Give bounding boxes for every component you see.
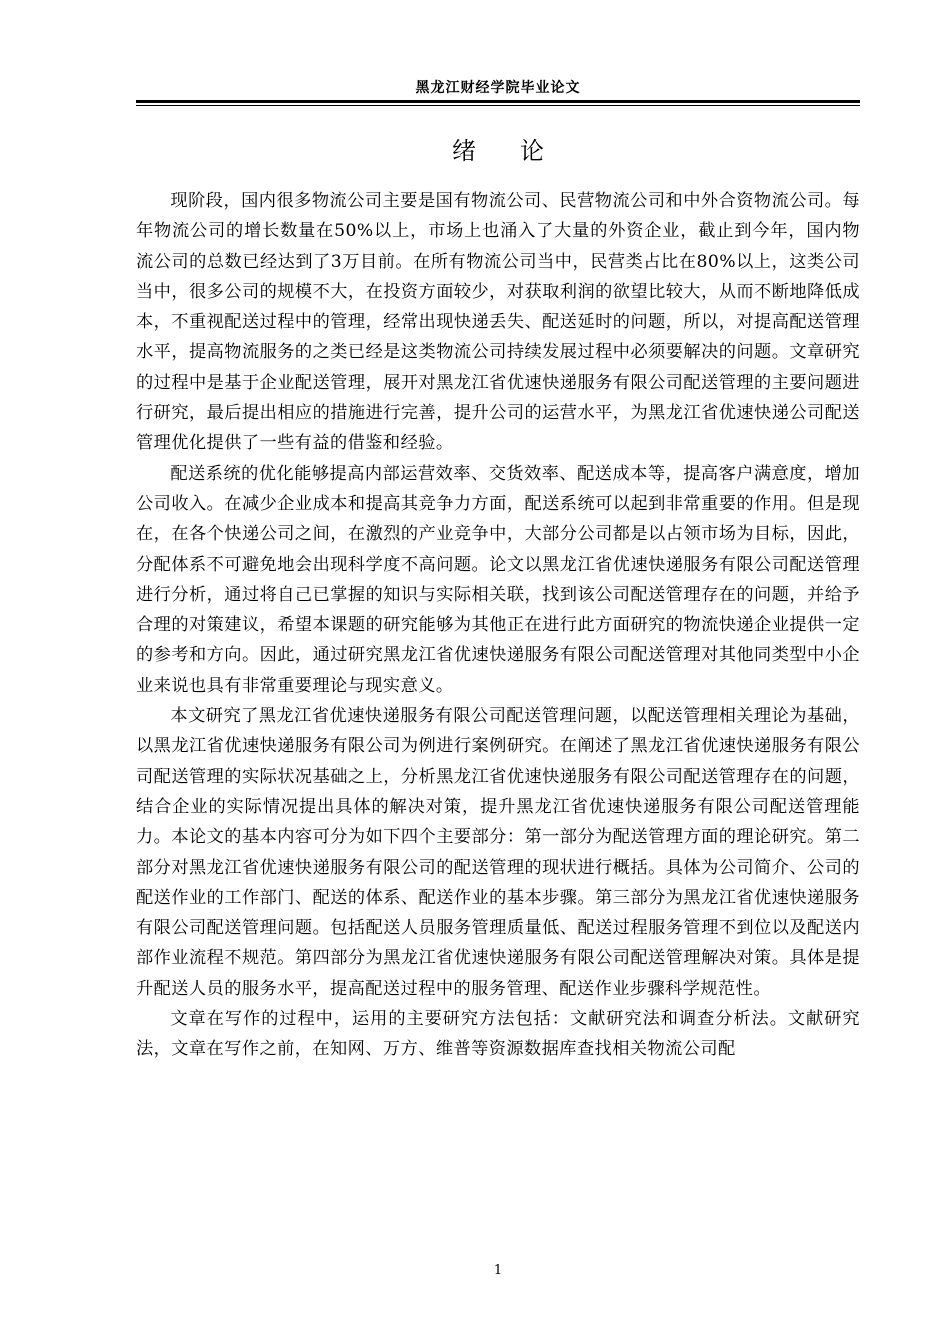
page-number: 1 [493, 1263, 503, 1278]
header-rule-thin [136, 105, 860, 106]
chapter-title [136, 134, 860, 168]
paragraph-4: 文章在写作的过程中，运用的主要研究方法包括：文献研究法和调查分析法。文献研究法，文章在写作之前，在知网、万方、维普等资源数据库查找相关物流公司配 [136, 1009, 860, 1060]
paragraph-2: 配送系统的优化能够提高内部运营效率、交货效率、配送成本等，提高客户满意度，增加公司收入。在减少企业成本和提高其竞争力方面，配送系统可以起到非常重要的作用。但是现在，在各个快递公司之间，在激烈的产业竞争中，大部分公司都是以占领市场为目标，因此，分配体系不可避免地会出现科学度不高问题。论文以黑龙江省优速快递服务有限公司配送管理进行分析，通过将自己已掌握的知识与实际相关联，找到该公司配送管理存在的问题，并给予合理的对策建议，希望本课题的研究能够为其他正在进行此方面研究的物流快递企业提供一定的参考和方向。因此，通过研究黑龙江省优速快递服务有限公司配送管理对其他同类型中小企业来说也具有非常重要理论与现实意义。 [136, 463, 860, 696]
running-header: 黑龙江财经学院毕业论文 [415, 80, 581, 96]
paragraph-1: 现阶段，国内很多物流公司主要是国有物流公司、民营物流公司和中外合资物流公司。每年物流公司的增长数量在50%以上，市场上也涌入了大量的外资企业，截止到今年，国内物流公司的总数已经达到了3万目前。在所有物流公司当中，民营类占比在80%以上，这类公司当中，很多公司的规模不大，在投资方面较少，对获取利润的欲望比较大，从而不断地降低成本，不重视配送过程中的管理，经常出现快递丢失、配送延时的问题，所以，对提高配送管理水平，提高物流服务的之类已经是这类物流公司持续发展过程中必须要解决的问题。文章研究的过程中是基于企业配送管理，展开对黑龙江省优速快递服务有限公司配送管理的主要问题进行研究，最后提出相应的措施进行完善，提升公司的运营水平，为黑龙江省优速快递公司配送管理优化提供了一些有益的借鉴和经验。 [136, 191, 860, 454]
chapter-title-right: 论 [520, 137, 544, 165]
header-rule-thick [136, 100, 860, 103]
body-text [136, 186, 860, 1065]
paragraph-3: 本文研究了黑龙江省优速快递服务有限公司配送管理问题，以配送管理相关理论为基础，以黑龙江省优速快递服务有限公司为例进行案例研究。在阐述了黑龙江省优速快递服务有限公司配送管理的实际状况基础之上，分析黑龙江省优速快递服务有限公司配送管理存在的问题，结合企业的实际情况提出具体的解决对策，提升黑龙江省优速快递服务有限公司配送管理能力。本论文的基本内容可分为如下四个主要部分：第一部分为配送管理方面的理论研究。第二部分对黑龙江省优速快递服务有限公司的配送管理的现状进行概括。具体为公司简介、公司的配送作业的工作部门、配送的体系、配送作业的基本步骤。第三部分为黑龙江省优速快递服务有限公司配送管理问题。包括配送人员服务管理质量低、配送过程服务管理不到位以及配送内部作业流程不规范。第四部分为黑龙江省优速快递服务有限公司配送管理解决对策。具体是提升配送人员的服务水平，提高配送过程中的服务管理、配送作业步骤科学规范性。 [136, 706, 860, 999]
chapter-title-left: 绪 [452, 137, 476, 165]
